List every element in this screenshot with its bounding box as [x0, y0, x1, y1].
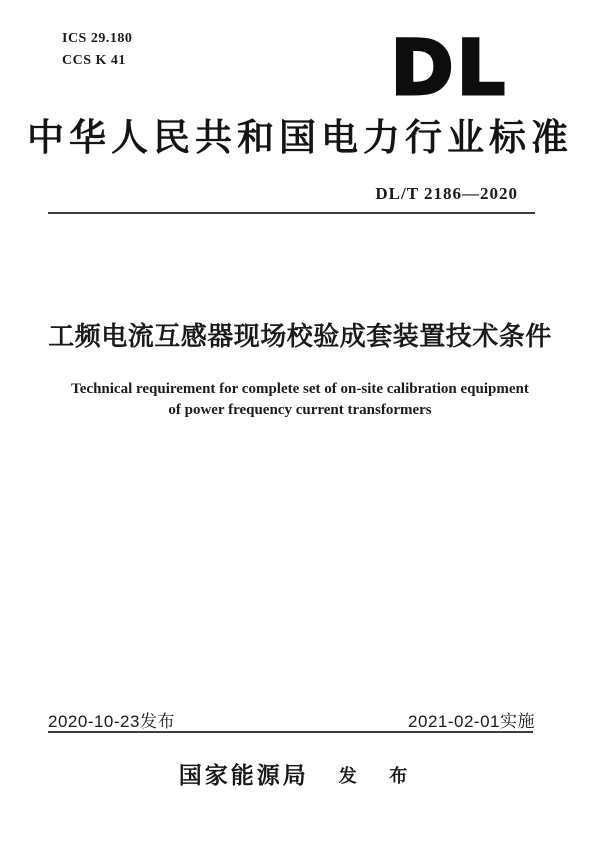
- ccs-code: CCS K 41: [62, 53, 126, 68]
- footer: [0, 757, 600, 790]
- dl-logo: DL: [390, 23, 508, 112]
- bottom-divider-rule: [48, 731, 533, 733]
- dates-row: [48, 707, 535, 732]
- classification-codes: [62, 28, 132, 72]
- issue-date: 2020-10-23发布: [48, 712, 175, 731]
- ics-code: ICS 29.180: [62, 31, 133, 46]
- document-title-english-line1: Technical requirement for complete set of on-site calibration equipment: [71, 381, 529, 397]
- top-divider-rule: [48, 212, 535, 214]
- document-title-english: [0, 379, 600, 421]
- implementation-date: 2021-02-01实施: [408, 712, 535, 731]
- publisher-name: 国家能源局: [178, 763, 309, 788]
- publish-label: 发 布: [338, 766, 422, 786]
- standard-number: DL/T 2186—2020: [375, 184, 518, 203]
- standard-series-title: 中华人民共和国电力行业标准: [27, 118, 573, 159]
- document-title-chinese: 工频电流互感器现场校验成套装置技术条件: [48, 321, 552, 351]
- document-title-english-line2: of power frequency current transformers: [168, 402, 432, 418]
